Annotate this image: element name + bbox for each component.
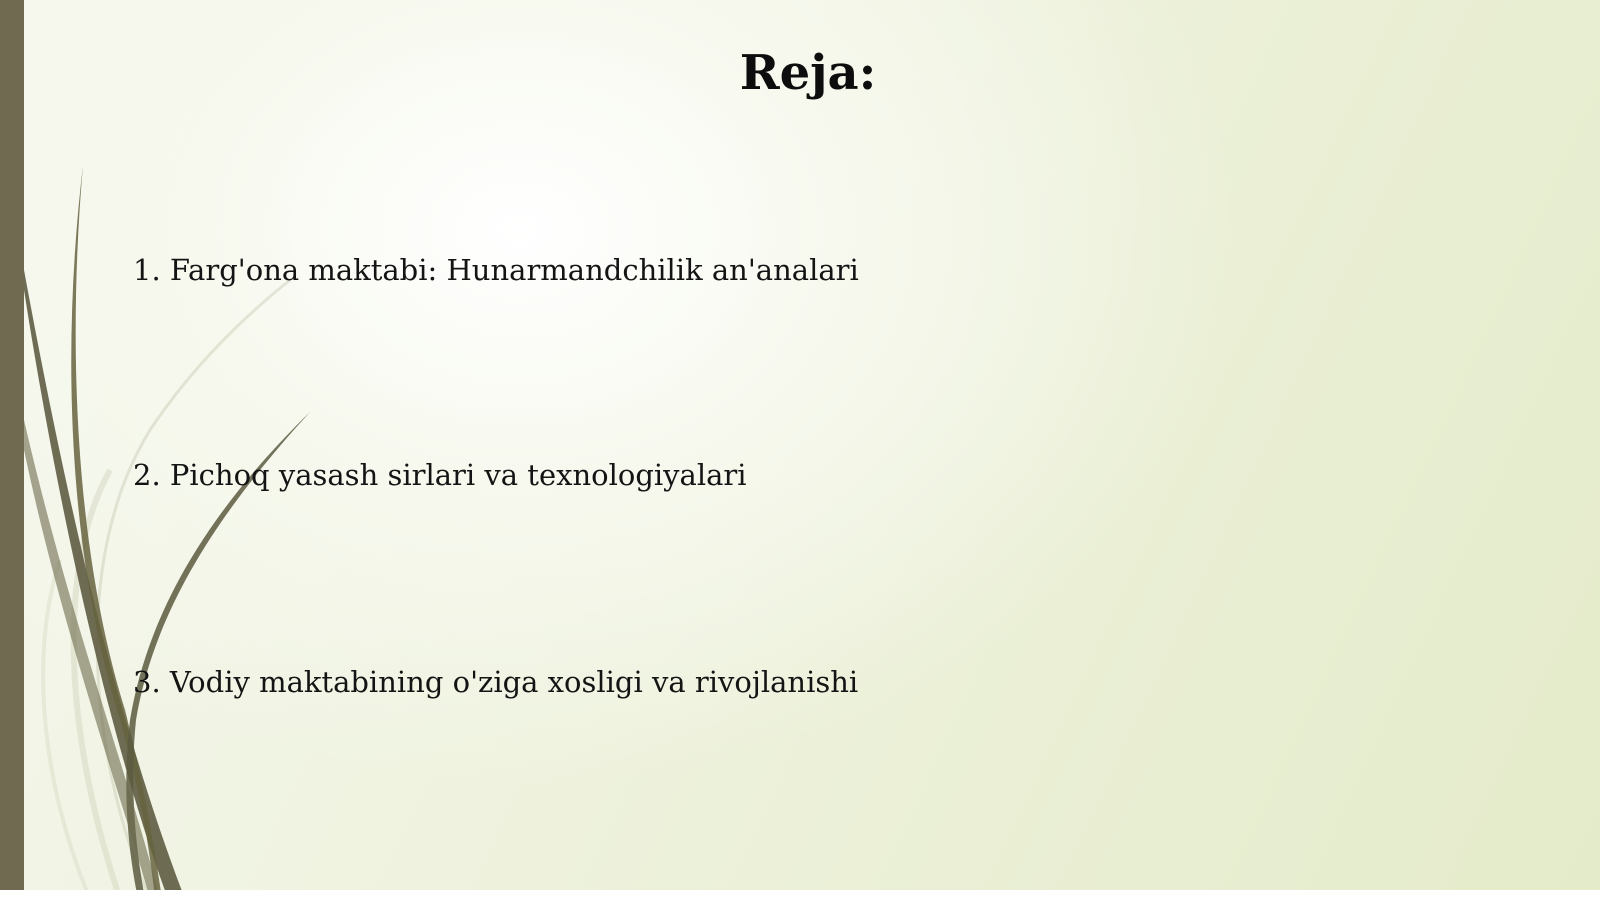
agenda-item: 1. Farg'ona maktabi: Hunarmandchilik an'analari (133, 253, 859, 287)
agenda-item: 3. Vodiy maktabining o'ziga xosligi va rivojlanishi (133, 665, 859, 699)
slide-bottom-edge (0, 890, 1600, 899)
leaf-blade (24, 270, 185, 899)
grass-leaves-decoration (0, 0, 420, 899)
agenda-item: 2. Pichoq yasash sirlari va texnologiyalari (133, 458, 747, 492)
slide-title: Reja: (739, 45, 877, 101)
